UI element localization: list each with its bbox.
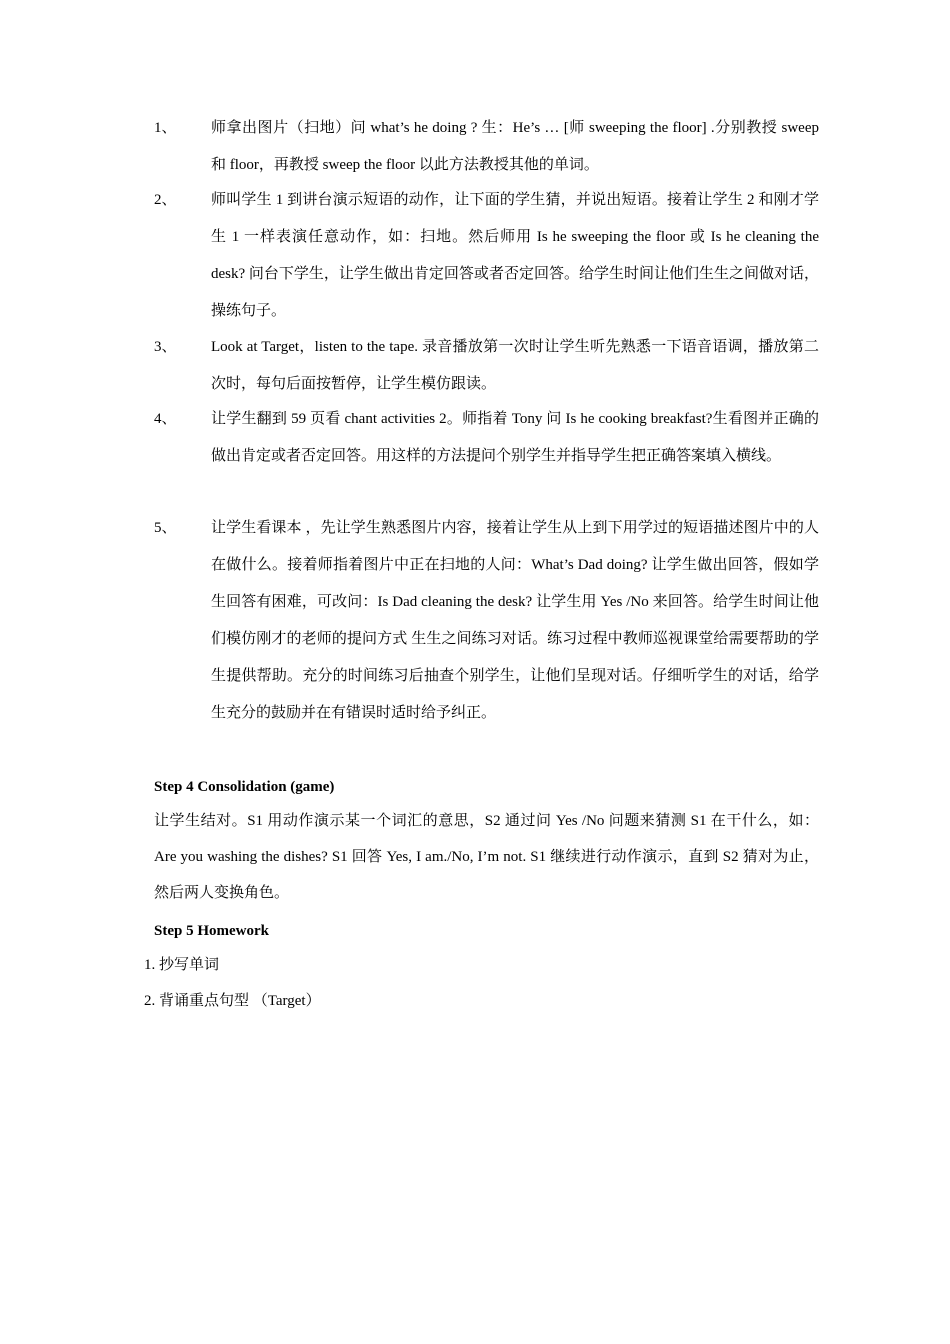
homework-item-1: 1. 抄写单词 [144, 957, 220, 973]
step-number: 4、 [154, 411, 177, 427]
step-number: 5、 [154, 520, 177, 536]
homework-item-2: 2. 背诵重点句型 （Target） [144, 993, 321, 1009]
step-text: Look at Target，listen to the tape. 录音播放第一次时让学生听先熟悉一下语音语调，播放第二次时，每句后面按暂停，让学生模仿跟读。 [211, 339, 819, 392]
step-text: 师拿出图片（扫地）问 what’s he doing ? 生：He’s … [师 sweeping the floor] .分别教授 sweep 和 floor，再教授 sweep the floor 以此方法教授其他的单词。 [211, 120, 819, 173]
step4-paragraph: 让学生结对。S1 用动作演示某一个词汇的意思，S2 通过问 Yes /No 问题来猜测 S1 在干什么，如：Are you washing the dishes? S1 回答 Yes, I am./No, I’m not. S1 继续进行动作演示，直到 S2 猜对为止，然后两人变换角色。 [154, 813, 819, 901]
step-text: 师叫学生 1 到讲台演示短语的动作，让下面的学生猜，并说出短语。接着让学生 2 和刚才学生 1 一样表演任意动作，如：扫地。然后师用 Is he sweeping the floor 或 Is he cleaning the desk? 问台下学生，让学生做出肯定回答或者否定回答。给学生时间让他们生生之间做对话，操练句子。 [211, 192, 819, 319]
step-number: 2、 [154, 192, 177, 208]
step-text: 让学生看课本 ，先让学生熟悉图片内容，接着让学生从上到下用学过的短语描述图片中的人在做什么。接着师指着图片中正在扫地的人问：What’s Dad doing? 让学生做出回答，假如学生回答有困难，可改问：Is Dad cleaning the desk? 让学生用 Yes /No 来回答。给学生时间让他们模仿刚才的老师的提问方式 生生之间练习对话。练习过程中教师巡视课堂给需要帮助的学生提供帮助。充分的时间练习后抽查个别学生，让他们呈现对话。仔细听学生的对话，给学生充分的鼓励并在有错误时适时给予纠正。 [211, 520, 819, 721]
step-text: 让学生翻到 59 页看 chant activities 2。师指着 Tony 问 Is he cooking breakfast?生看图并正确的做出肯定或者否定回答。用这样的方法提问个别学生并指导学生把正确答案填入横线。 [211, 411, 819, 464]
step5-heading: Step 5 Homework [154, 923, 269, 939]
step-number: 3、 [154, 339, 177, 355]
step4-heading: Step 4 Consolidation (game) [154, 779, 335, 795]
step-number: 1、 [154, 120, 177, 136]
